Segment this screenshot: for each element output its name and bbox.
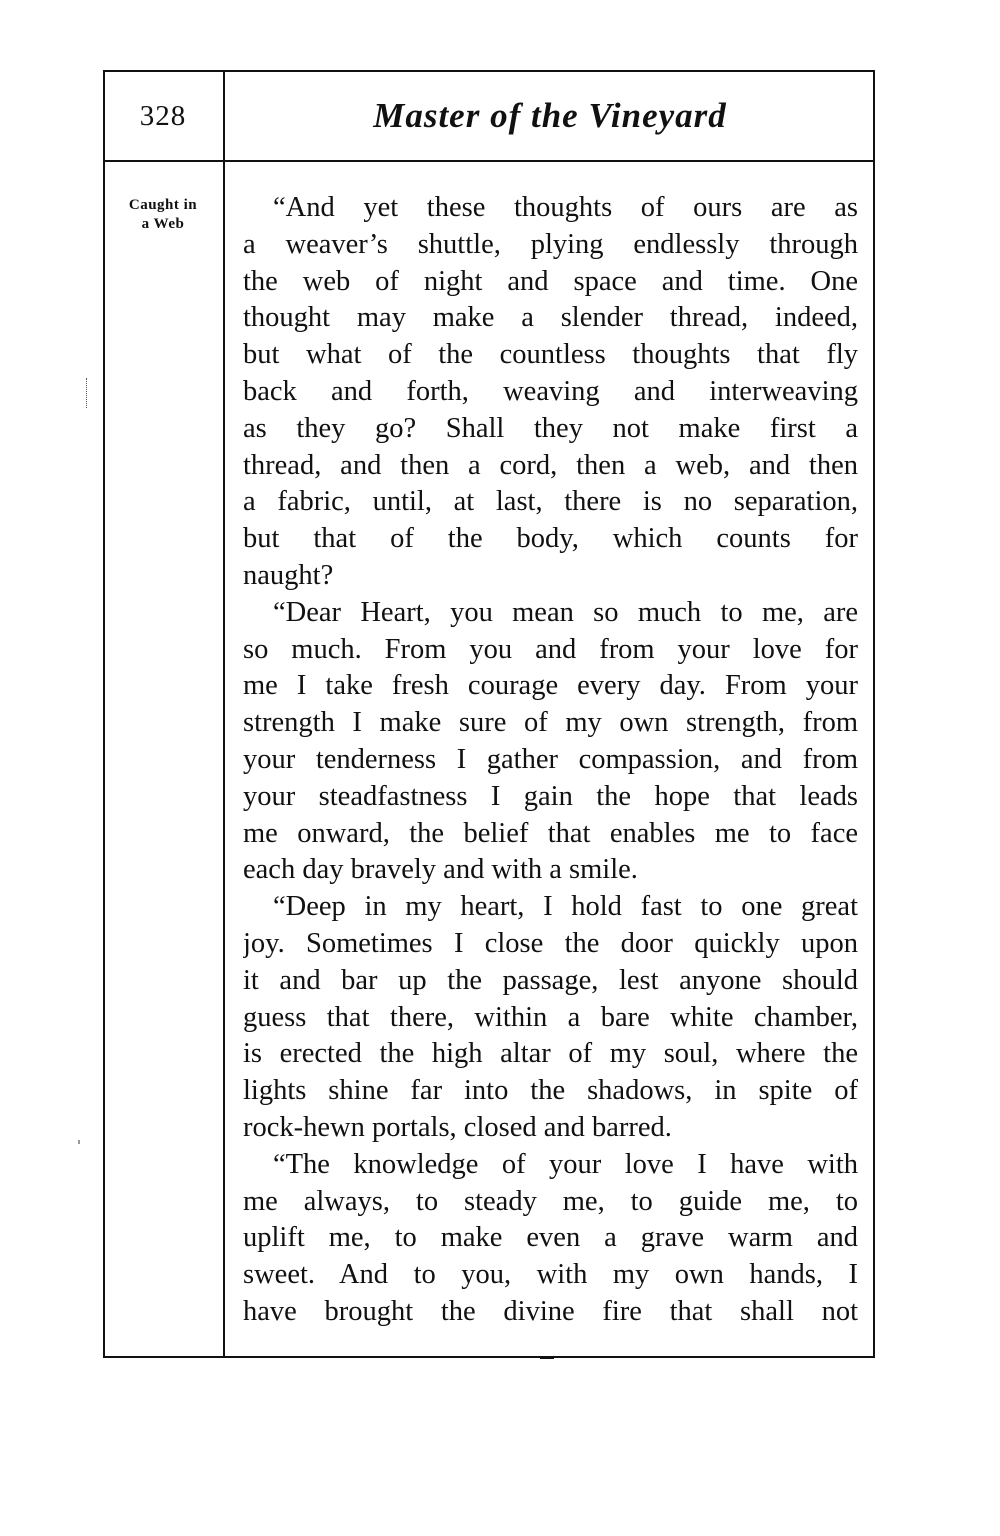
sidenote-line: Caught in	[128, 197, 198, 213]
running-title: Master of the Vineyard	[373, 96, 727, 135]
text-line: thought may make a slender thread, indeed,	[243, 302, 858, 334]
text-line: rock-hewn portals, closed and barred.	[243, 1111, 672, 1143]
text-line: back and forth, weaving and interweaving	[243, 375, 858, 407]
body-text	[243, 190, 858, 1331]
text-line: your steadfastness I gain the hope that leads	[243, 780, 858, 812]
text-line: so much. From you and from your love for	[243, 633, 858, 665]
gutter-tick	[78, 1140, 80, 1144]
text-line: me onward, the belief that enables me to face	[243, 817, 858, 849]
text-line: a fabric, until, at last, there is no separation,	[243, 486, 858, 518]
text-line: each day bravely and with a smile.	[243, 854, 638, 886]
text-line: “Deep in my heart, I hold fast to one great	[273, 891, 858, 923]
text-line: it and bar up the passage, lest anyone should	[243, 964, 858, 996]
text-line: sweet. And to you, with my own hands, I	[243, 1259, 858, 1291]
text-line: is erected the high altar of my soul, where the	[243, 1038, 858, 1070]
text-line: “The knowledge of your love I have with	[273, 1148, 858, 1180]
text-line: have brought the divine fire that shall not	[243, 1295, 858, 1327]
margin-sidenote	[106, 196, 220, 234]
page-number: 328	[139, 100, 187, 132]
text-line: “And yet these thoughts of ours are as	[273, 192, 858, 223]
margin-column-rule	[223, 70, 225, 1358]
text-line: uplift me, to make even a grave warm and	[243, 1222, 858, 1254]
text-line: a weaver’s shuttle, plying endlessly through	[243, 228, 858, 260]
text-line: but that of the body, which counts for	[243, 523, 858, 555]
text-line: me always, to steady me, to guide me, to	[243, 1185, 858, 1217]
text-line: thread, and then a cord, then a web, and then	[243, 449, 858, 481]
text-line: lights shine far into the shadows, in spite of	[243, 1075, 858, 1107]
text-line: guess that there, within a bare white chamber,	[243, 1001, 858, 1033]
gutter-mark	[86, 378, 91, 408]
text-line: naught?	[243, 559, 334, 591]
text-line: joy. Sometimes I close the door quickly upon	[243, 927, 858, 959]
header-rule	[103, 160, 875, 162]
text-line: but what of the countless thoughts that fly	[243, 339, 858, 371]
bottom-mark	[540, 1356, 554, 1359]
text-line: me I take fresh courage every day. From your	[243, 670, 858, 702]
text-line: as they go? Shall they not make first a	[243, 412, 858, 444]
text-line: strength I make sure of my own strength, from	[243, 707, 858, 739]
sidenote-line: a Web	[141, 216, 185, 232]
text-line: the web of night and space and time. One	[243, 265, 858, 297]
text-line: your tenderness I gather compassion, and from	[243, 743, 858, 775]
text-line: “Dear Heart, you mean so much to me, are	[273, 596, 858, 628]
